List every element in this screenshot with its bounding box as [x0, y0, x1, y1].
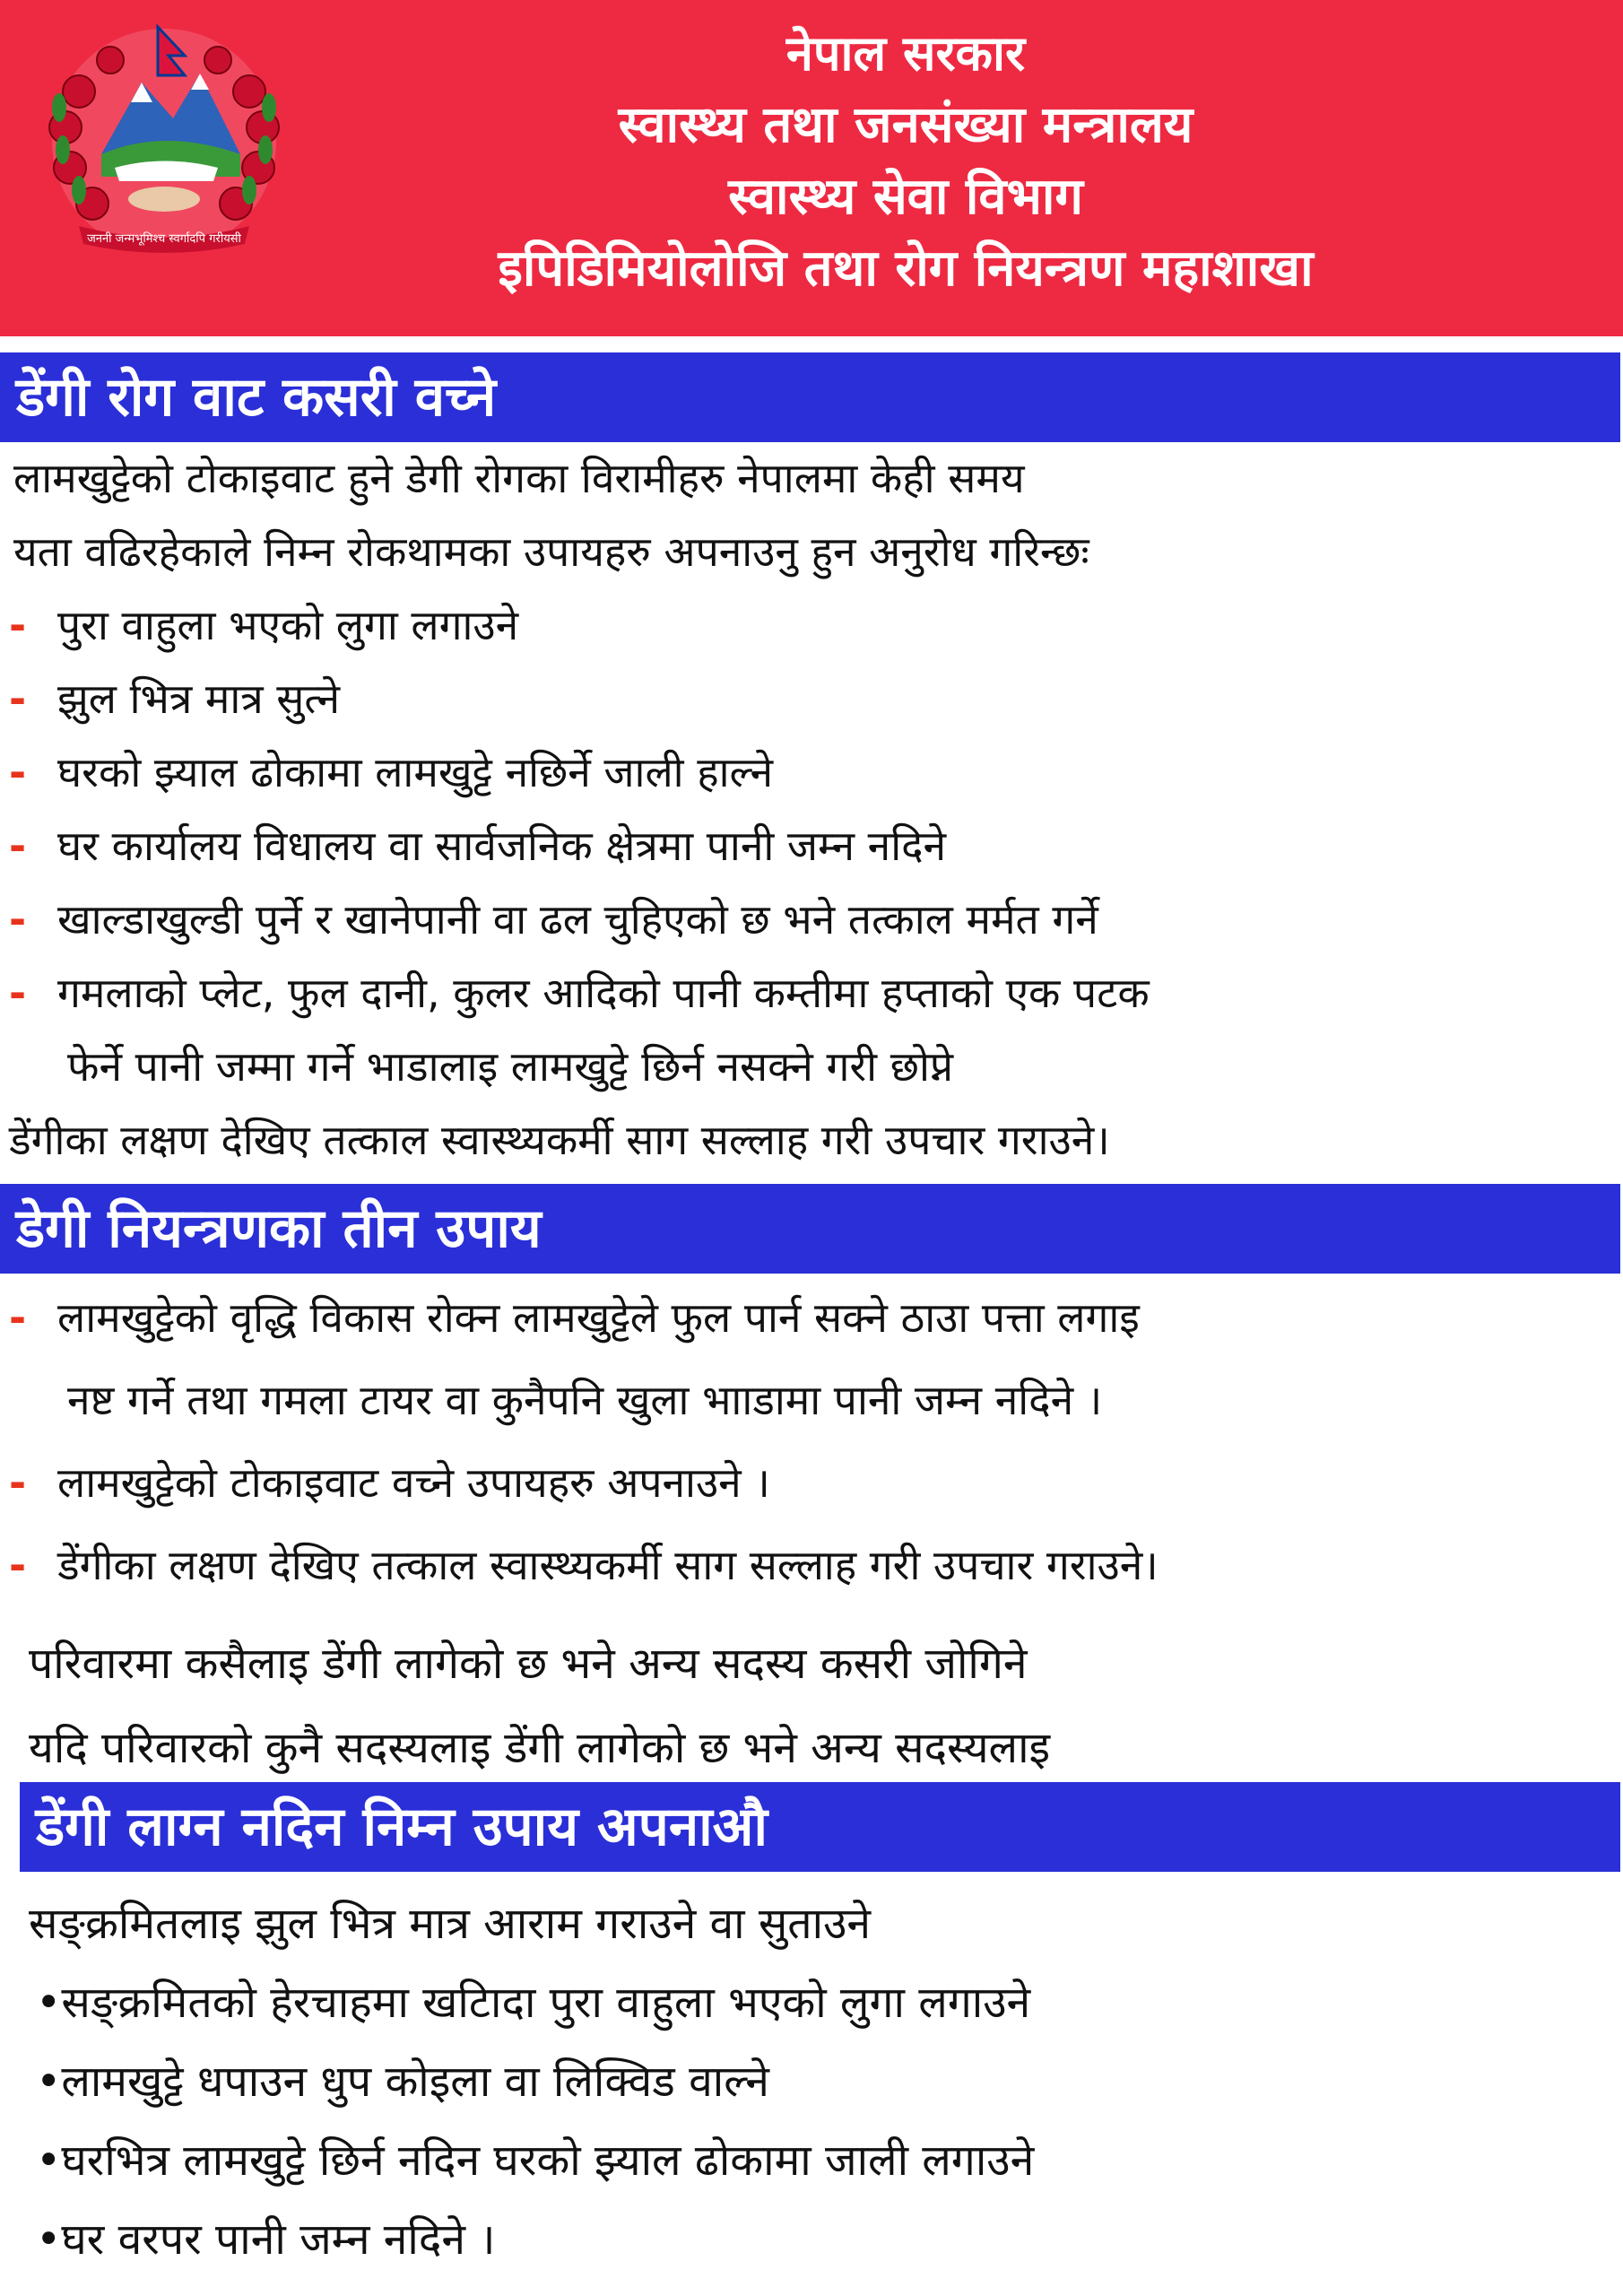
dash-marker: -	[9, 1541, 27, 1589]
section3-intro: सङ्क्रमितलाइ झुल भित्र मात्र आराम गराउने वा सुताउने	[29, 1899, 872, 1949]
header-titles	[296, 18, 1515, 305]
header-line-4: इपिडिमियोलोजि तथा रोग नियन्त्रण महाशाखा	[498, 239, 1314, 298]
bullet-icon: •	[36, 1978, 62, 2028]
bullet-icon: •	[36, 2057, 62, 2107]
nepal-emblem-icon	[25, 20, 303, 257]
dash-marker: -	[9, 895, 27, 944]
list-item: - खाल्डाखुल्डी पुर्ने र खानेपानी वा ढल चुहिएको छ भने तत्काल मर्मत गर्ने	[9, 883, 1623, 956]
list-item-continuation: फेर्ने पानी जम्मा गर्ने भाडालाइ लामखुट्टे छिर्न नसक्ने गरी छोप्ने	[67, 1042, 954, 1091]
dash-marker: -	[9, 822, 27, 870]
list-item: - लामखुट्टेको वृद्धि विकास रोक्न लामखुट्टेले फुल पार्न सक्ने ठाउा पत्ता लगाइ	[9, 1281, 1623, 1354]
list-item: - घरको झ्याल ढोकामा लामखुट्टे नछिर्ने जाली हाल्ने	[9, 735, 1623, 809]
section-title-prevention: डेंगी रोग वाट कसरी वच्ने	[0, 352, 1620, 442]
bullet-icon: •	[36, 2214, 62, 2265]
list-item: - झुल भित्र मात्र सुत्ने	[9, 662, 1623, 735]
list-item: - पुरा वाहुला भएको लुगा लगाउने	[9, 588, 1623, 662]
list-item: - डेंगीका लक्षण देखिए तत्काल स्वास्थ्यकर्मी साग सल्लाह गरी उपचार गराउने।	[9, 1528, 1623, 1602]
dash-marker: -	[9, 601, 27, 649]
header-line-3: स्वास्थ्य सेवा विभाग	[728, 168, 1083, 226]
intro-line-2: यता वढिरहेकाले निम्न रोकथामका उपायहरु अपनाउनु हुन अनुरोध गरिन्छः	[13, 527, 1089, 576]
dash-marker: -	[9, 1293, 27, 1342]
intro-line-1: लामखुट्टेको टोकाइवाट हुने डेगी रोगका विरामीहरु नेपालमा केही समय	[13, 454, 1025, 502]
dash-marker: -	[9, 674, 27, 723]
list-item: - लामखुट्टेको टोकाइवाट वच्ने उपायहरु अपनाउने ।	[9, 1446, 1623, 1519]
section-title-family-measures: डेंगी लाग्न नदिन निम्न उपाय अपनाऔ	[20, 1782, 1620, 1872]
emblem-motto: जननी जन्मभूमिश्च स्वर्गादपि गरीयसी	[87, 232, 241, 246]
list-item: •घरभित्र लामखुट्टे छिर्न नदिन घरको झ्याल ढोकामा जाली लगाउने	[36, 2135, 1035, 2186]
family-line-1: परिवारमा कसैलाइ डेंगी लागेको छ भने अन्य सदस्य कसरी जोगिने	[29, 1639, 1028, 1689]
list-item-continuation: नष्ट गर्ने तथा गमला टायर वा कुनैपनि खुला भााडामा पानी जम्न नदिने ।	[67, 1376, 1103, 1424]
header-banner	[0, 0, 1623, 336]
list-item: - गमलाको प्लेट, फुल दानी, कुलर आदिको पानी कम्तीमा हप्ताको एक पटक	[9, 956, 1623, 1030]
header-line-1: नेपाल सरकार	[785, 25, 1026, 82]
family-line-2: यदि परिवारको कुनै सदस्यलाइ डेंगी लागेको छ भने अन्य सदस्यलाइ	[29, 1723, 1051, 1773]
list-item: •लामखुट्टे धपाउन धुप कोइला वा लिक्विड वाल्ने	[36, 2057, 769, 2107]
list-item: •घर वरपर पानी जम्न नदिने ।	[36, 2214, 496, 2265]
header-line-2: स्वास्थ्य तथा जनसंख्या मन्त्रालय	[618, 96, 1193, 154]
bullet-icon: •	[36, 2135, 62, 2186]
dash-marker: -	[9, 969, 27, 1017]
list-item: •सङ्क्रमितको हेरचाहमा खटिादा पुरा वाहुला भएको लुगा लगाउने	[36, 1978, 1031, 2028]
dash-marker: -	[9, 1458, 27, 1507]
closing-line: डेंगीका लक्षण देखिए तत्काल स्वास्थ्यकर्मी साग सल्लाह गरी उपचार गराउने।	[9, 1116, 1110, 1164]
dash-marker: -	[9, 748, 27, 796]
section-title-control: डेगी नियन्त्रणका तीन उपाय	[0, 1184, 1620, 1274]
list-item: - घर कार्यालय विधालय वा सार्वजनिक क्षेत्रमा पानी जम्न नदिने	[9, 809, 1623, 883]
